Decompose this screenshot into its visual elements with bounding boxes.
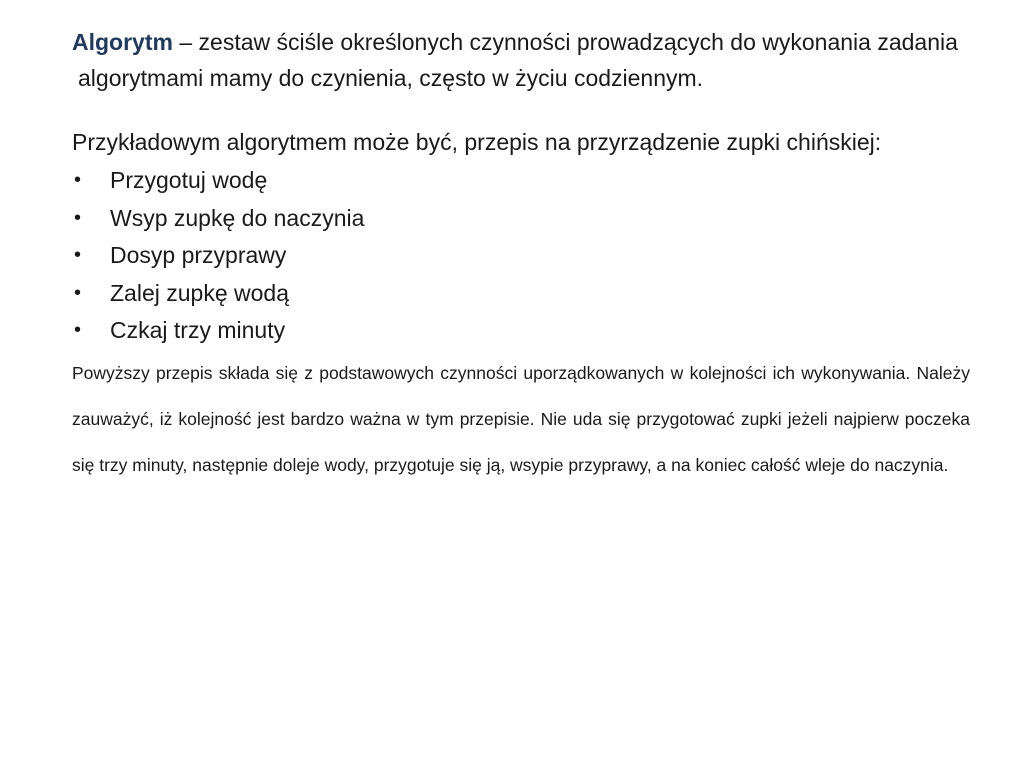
step-label: Przygotuj wodę bbox=[110, 167, 268, 193]
term-algorytm: Algorytm bbox=[72, 29, 173, 55]
recipe-steps-list bbox=[72, 166, 970, 354]
step-label: Zalej zupkę wodą bbox=[110, 279, 289, 306]
example-intro: Przykładowym algorytmem może być, przepis na przyrządzenie zupki chińskiej: bbox=[72, 129, 882, 155]
slide-content bbox=[72, 28, 970, 492]
list-item bbox=[72, 166, 970, 204]
step-label: Czkaj trzy minuty bbox=[110, 317, 286, 343]
bullet-icon: • bbox=[74, 281, 82, 304]
step-label: Dosyp przyprawy bbox=[110, 242, 287, 268]
step-label: Wsyp zupkę do naczynia bbox=[110, 204, 365, 231]
list-item bbox=[72, 279, 970, 317]
definition-text: – zestaw ściśle określonych czynności prowadzących do wykonania zadania bbox=[172, 29, 958, 55]
summary-paragraph: Powyższy przepis składa się z podstawowych czynności uporządkowanych w kolejności ich wykonywania. Należy zauważyć, iż kolejność jest bardzo ważna w tym przepisie. Nie uda się przygotować zupki jeżeli najpierw poczeka się trzy minuty, następnie doleje wody, przygotuje się ją, wsypie przyprawy, a na koniec całość wleje do naczynia. bbox=[72, 362, 970, 475]
continuation-line: algorytmami mamy do czynienia, często w życiu codziennym. bbox=[78, 65, 704, 91]
bullet-icon: • bbox=[74, 206, 82, 229]
bullet-icon: • bbox=[74, 169, 82, 191]
definition-paragraph bbox=[72, 28, 970, 56]
list-item bbox=[72, 204, 970, 242]
bullet-icon: • bbox=[74, 244, 82, 266]
list-item bbox=[72, 316, 970, 354]
list-item bbox=[72, 241, 970, 279]
bullet-icon: • bbox=[74, 319, 82, 341]
